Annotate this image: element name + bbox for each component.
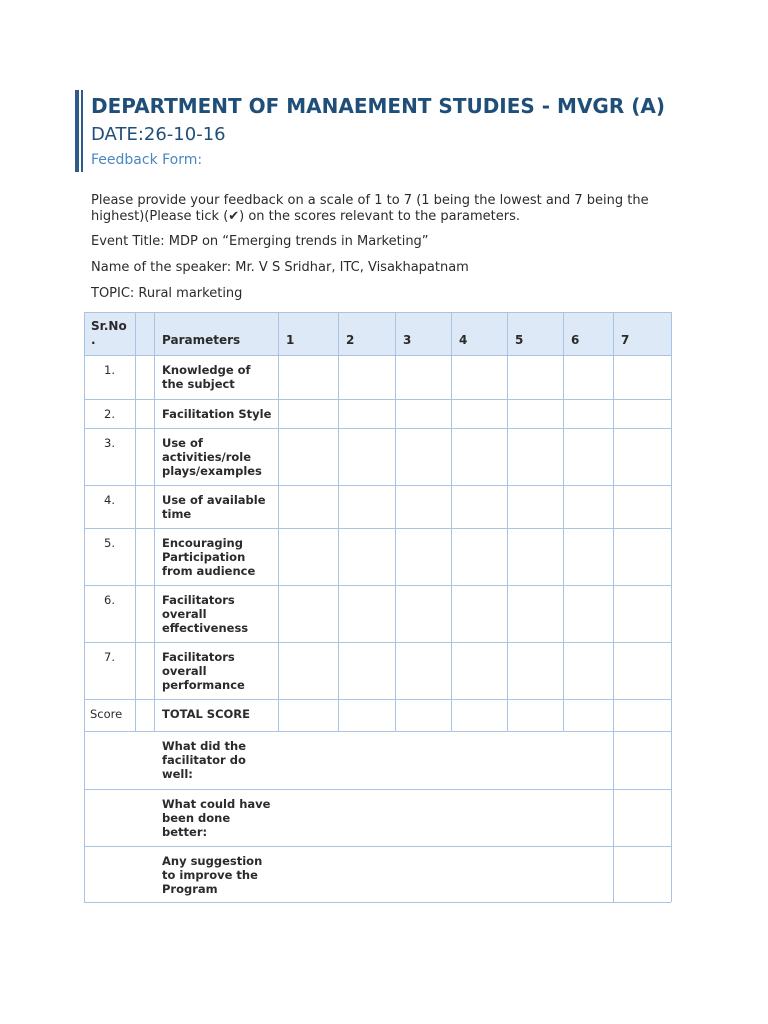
row-parameter: TOTAL SCORE: [162, 707, 251, 721]
row-parameter: Facilitators overall effectiveness: [162, 593, 249, 635]
header-parameters: Parameters: [162, 333, 241, 347]
question-row: What could have been done better:: [162, 797, 271, 839]
row-srno: 3.: [104, 436, 115, 450]
header-score-5: 5: [515, 333, 524, 347]
row-srno: 4.: [104, 493, 115, 507]
header-score-1: 1: [286, 333, 295, 347]
row-parameter: Knowledge of the subject: [162, 363, 251, 391]
form-subtitle: Feedback Form:: [91, 152, 203, 168]
event-title-line: Event Title: MDP on “Emerging trends in Marketing”: [91, 234, 429, 249]
header-score-7: 7: [621, 333, 630, 347]
page-title: DEPARTMENT OF MANAEMENT STUDIES - MVGR (A): [91, 94, 665, 118]
row-srno: 5.: [104, 536, 115, 550]
row-srno: 6.: [104, 593, 115, 607]
row-parameter: Facilitation Style: [162, 407, 272, 421]
row-parameter: Use of activities/role plays/examples: [162, 436, 262, 478]
question-row: What did the facilitator do well:: [162, 739, 247, 781]
row-srno: 7.: [104, 650, 115, 664]
header-score-2: 2: [346, 333, 355, 347]
header-score-3: 3: [403, 333, 412, 347]
row-srno: 1.: [104, 363, 115, 377]
row-srno: 2.: [104, 407, 115, 421]
header-srno: Sr.No .: [91, 319, 127, 347]
speaker-line: Name of the speaker: Mr. V S Sridhar, ITC, Visakhapatnam: [91, 260, 469, 275]
row-parameter: Encouraging Participation from audience: [162, 536, 256, 578]
row-parameter: Use of available time: [162, 493, 266, 521]
topic-line: TOPIC: Rural marketing: [91, 286, 243, 301]
intro-paragraph: Please provide your feedback on a scale of 1 to 7 (1 being the lowest and 7 being the highest)(Please tick (✔) on the scores relevant to the parameters.: [91, 193, 649, 224]
question-row: Any suggestion to improve the Program: [162, 854, 263, 896]
row-srno: Score: [90, 707, 123, 721]
date-line: DATE:26-10-16: [91, 124, 226, 145]
header-score-4: 4: [459, 333, 468, 347]
row-parameter: Facilitators overall performance: [162, 650, 245, 692]
header-score-6: 6: [571, 333, 580, 347]
